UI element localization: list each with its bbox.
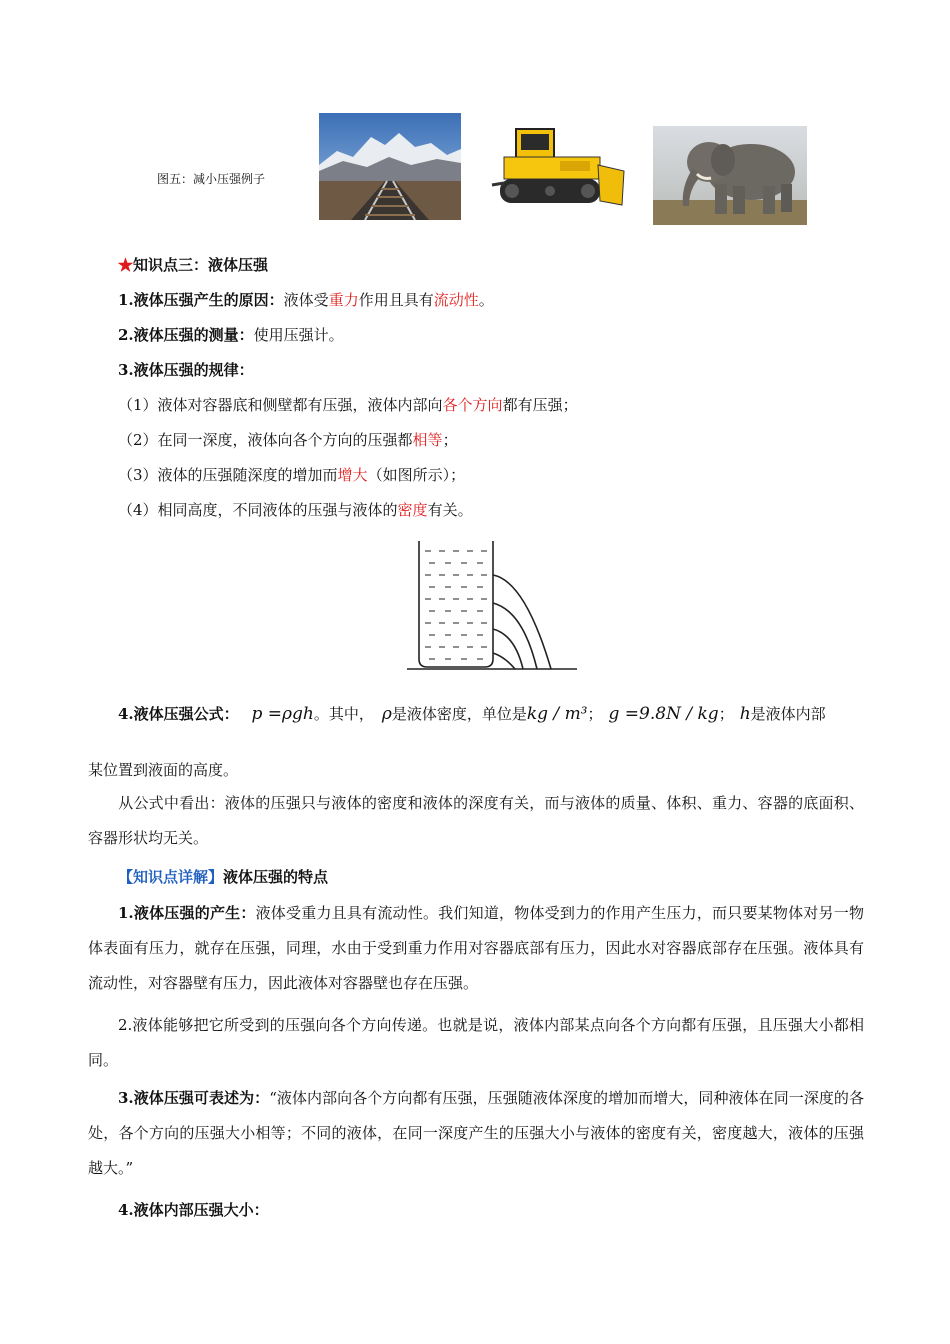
elephant-photo	[653, 126, 807, 225]
detail-p4: 4.液体内部压强大小：	[118, 1201, 269, 1219]
railway-photo	[319, 113, 461, 220]
item1-text: 液体受	[283, 291, 329, 309]
star-icon: ★	[118, 256, 134, 274]
item1-label: 1.液体压强产生的原因：	[118, 291, 284, 309]
rho-symbol: ρ	[381, 704, 392, 724]
detail-heading	[118, 866, 328, 888]
kp3-item1	[118, 289, 494, 311]
item4-label: 4.液体压强公式：	[118, 705, 239, 723]
rule-1: （1）液体对容器底和侧壁都有压强，液体内部向各个方向都有压强；	[118, 396, 578, 414]
detail-p3: 3.液体压强可表述为：“液体内部向各个方向都有压强，压强随液体深度的增加而增大，同种液体在同一深度的各处，各个方向的压强大小相等；不同的液体，在同一深度产生的压强大小与液体的密度有关，密度越大，液体的压强越大。”	[88, 1089, 864, 1177]
item1-highlight-gravity: 重力	[328, 291, 359, 309]
item1-text: 作用且具有	[358, 291, 434, 309]
detail-p2: 2.液体能够把它所受到的压强向各个方向传递。也就是说，液体内部某点向各个方向都有压强，且压强大小都相同。	[88, 1016, 864, 1069]
rule-3: （3）液体的压强随深度的增加而增大（如图所示）；	[118, 466, 466, 484]
kp3-heading	[118, 254, 268, 276]
bulldozer-photo	[490, 125, 628, 213]
detail-tag: 【知识点详解】	[118, 868, 224, 886]
formula-conclusion: 从公式中看出：液体的压强只与液体的密度和液体的深度有关，而与液体的质量、体积、重力、容器的底面积、容器形状均无关。	[88, 794, 864, 847]
formula: p =ρgh	[251, 704, 314, 724]
detail-title: 液体压强的特点	[223, 868, 329, 886]
item4-continuation: 某位置到液面的高度。	[88, 761, 239, 779]
item1-text: 。	[478, 291, 494, 309]
kp3-item4: 4.液体压强公式： p =ρgh。其中， ρ是液体密度，单位是kg / m³； g =9.8N / kg； h是液体内部	[118, 704, 826, 724]
rule-4: （4）相同高度，不同液体的压强与液体的密度有关。	[118, 501, 473, 519]
figure-caption: 图五：减小压强例子	[157, 172, 266, 186]
density-unit: kg / m³	[526, 704, 588, 724]
rule-2: （2）在同一深度，液体向各个方向的压强都相等；	[118, 431, 458, 449]
kp3-item2	[118, 324, 344, 346]
liquid-pressure-diagram	[405, 535, 580, 675]
kp3-title: 知识点三：液体压强	[133, 256, 269, 274]
detail-p1: 1.液体压强的产生：液体受重力且具有流动性。我们知道，物体受到力的作用产生压力，而只要某物体对另一物体表面有压力，就存在压强，同理，水由于受到重力作用对容器底部有压力，因此水对容器底部存在压强。液体具有流动性，对容器壁有压力，因此液体对容器壁也存在压强。	[88, 904, 864, 992]
gravity-constant: g =9.8N / kg	[608, 704, 719, 724]
kp3-item3: 3.液体压强的规律：	[118, 361, 254, 379]
item2-label: 2.液体压强的测量：	[118, 326, 254, 344]
item1-highlight-fluidity: 流动性	[433, 291, 479, 309]
item2-text: 使用压强计。	[253, 326, 344, 344]
h-symbol: h	[739, 704, 751, 724]
